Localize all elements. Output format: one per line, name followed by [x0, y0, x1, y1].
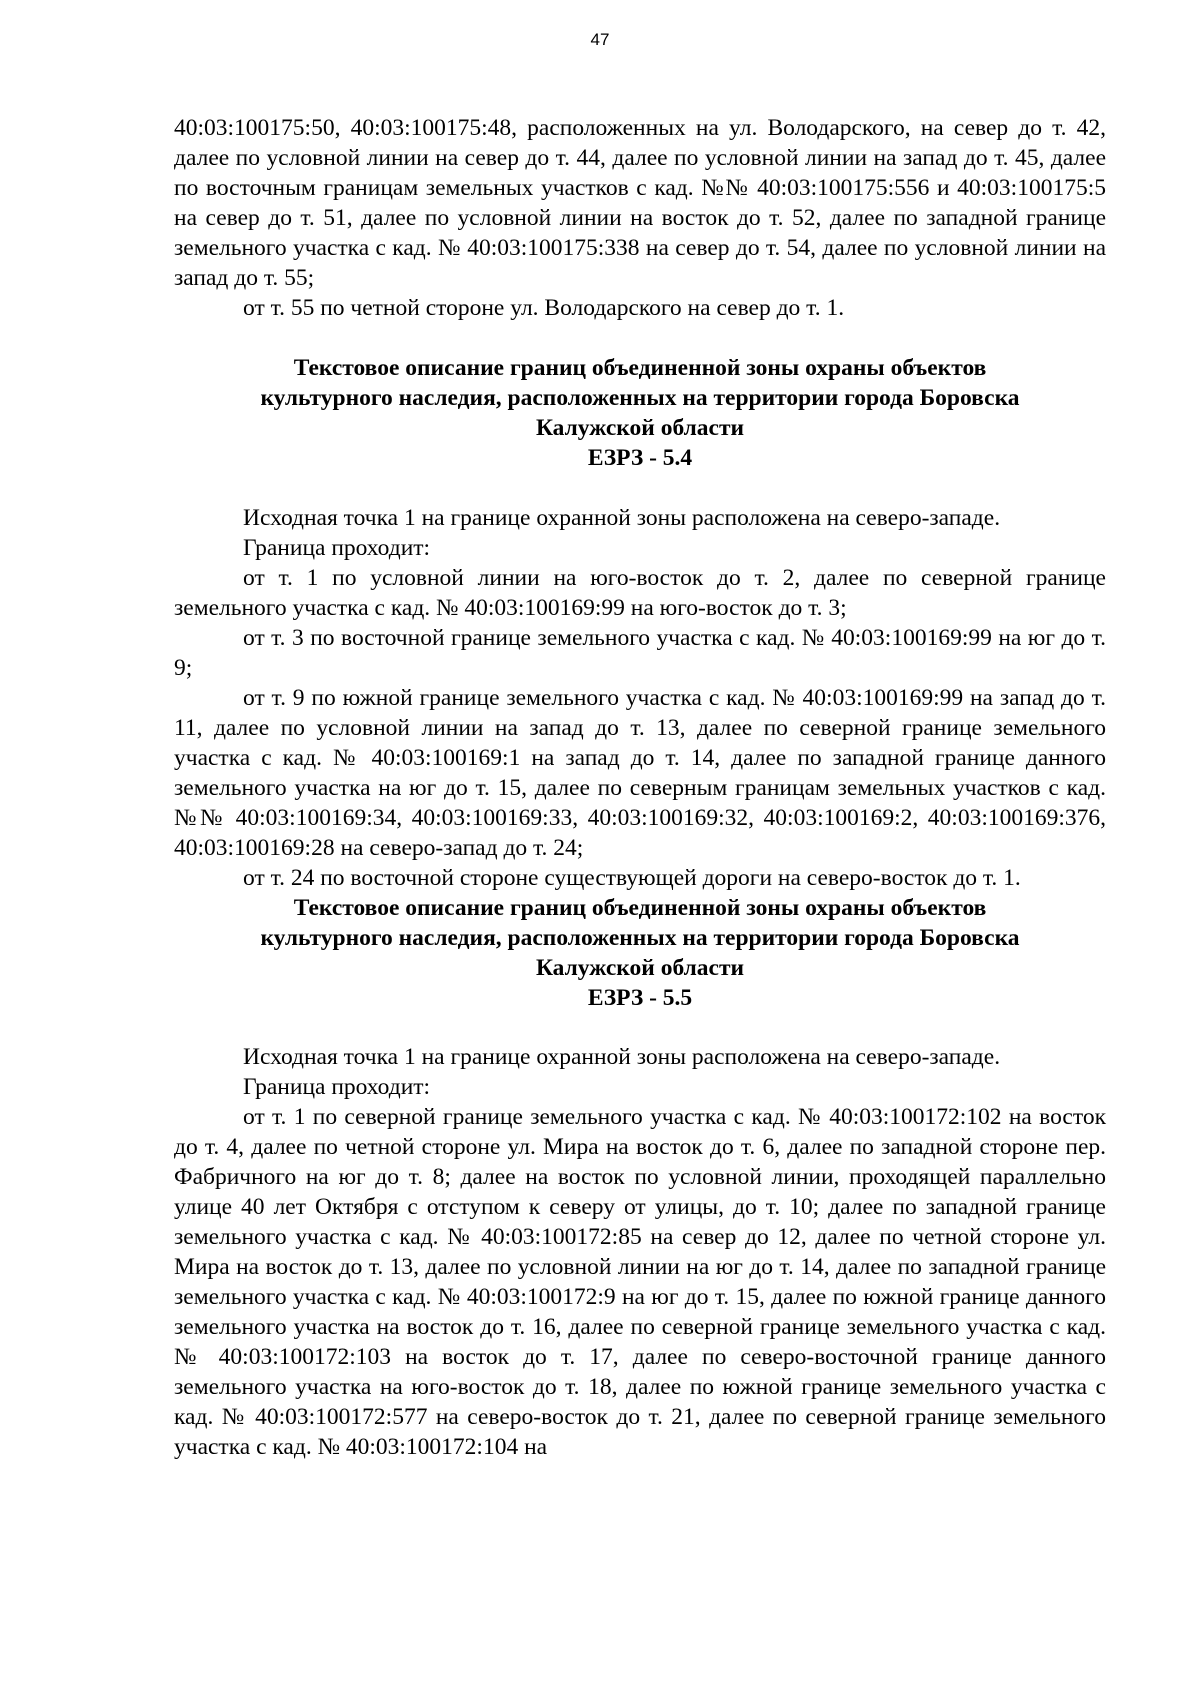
section-heading-5-4: [174, 353, 1106, 473]
page-content: [174, 113, 1106, 1462]
border-paragraph-4: от т. 24 по восточной стороне существующей дороги на северо-восток до т. 1.: [243, 865, 1021, 891]
border-paragraph-1: от т. 1 по условной линии на юго-восток до т. 2, далее по северной границе земельного участка с кад. № 40:03:100169:99 на юго-восток до т. 3;: [174, 565, 1106, 621]
heading-line-3: Калужской области: [535, 955, 745, 981]
zone-code: ЕЗРЗ - 5.4: [587, 445, 693, 471]
start-point-paragraph: Исходная точка 1 на границе охранной зоны расположена на северо-западе.: [243, 505, 1001, 531]
heading-line-2: культурного наследия, расположенных на территории города Боровска: [260, 925, 1020, 951]
spacer: [174, 1013, 1106, 1042]
border-intro: Граница проходит:: [243, 1074, 431, 1100]
spacer: [174, 323, 1106, 353]
section-heading-5-5: [174, 893, 1106, 1013]
heading-line-1: Текстовое описание границ объединенной зоны охраны объектов: [293, 895, 987, 921]
intro-end-paragraph: от т. 55 по четной стороне ул. Володарского на север до т. 1.: [243, 295, 845, 321]
heading-line-3: Калужской области: [535, 415, 745, 441]
start-point-paragraph: Исходная точка 1 на границе охранной зоны расположена на северо-западе.: [243, 1044, 1001, 1070]
border-paragraph-3: от т. 9 по южной границе земельного участка с кад. № 40:03:100169:99 на запад до т. 11, далее по условной линии на запад до т. 13, далее по северной границе земельного участка с кад. № 40:03:100169:1 на запад до т. 14, далее по западной границе данного земельного участка на юг до т. 15, далее по северным границам земельных участков с кад. №№ 40:03:100169:34, 40:03:100169:33, 40:03:100169:32, 40:03:100169:2, 40:03:100169:376, 40:03:100169:28 на северо-запад до т. 24;: [174, 685, 1106, 861]
heading-line-1: Текстовое описание границ объединенной зоны охраны объектов: [293, 355, 987, 381]
page-number: 47: [590, 30, 610, 49]
intro-paragraph: 40:03:100175:50, 40:03:100175:48, расположенных на ул. Володарского, на север до т. 42, далее по условной линии на север до т. 44, далее по условной линии на запад до т. 45, далее по восточным границам земельных участков с кад. №№ 40:03:100175:556 и 40:03:100175:5 на север до т. 51, далее по условной линии на восток до т. 52, далее по западной границе земельного участка с кад. № 40:03:100175:338 на север до т. 54, далее по условной линии на запад до т. 55;: [174, 115, 1106, 291]
zone-code: ЕЗРЗ - 5.5: [587, 985, 693, 1011]
border-intro: Граница проходит:: [243, 535, 431, 561]
heading-line-2: культурного наследия, расположенных на территории города Боровска: [260, 385, 1020, 411]
spacer: [174, 473, 1106, 503]
border-paragraph-1: от т. 1 по северной границе земельного участка с кад. № 40:03:100172:102 на восток до т. 4, далее по четной стороне ул. Мира на восток до т. 6, далее по западной стороне пер. Фабричного на юг до т. 8; далее на восток по условной линии, проходящей параллельно улице 40 лет Октября с отступом к северу от улицы, до т. 10; далее по западной границе земельного участка с кад. № 40:03:100172:85 на север до 12, далее по четной стороне ул. Мира на восток до т. 13, далее по условной линии на юг до т. 14, далее по западной границе земельного участка с кад. № 40:03:100172:9 на юг до т. 15, далее по южной границе данного земельного участка на восток до т. 16, далее по северной границе земельного участка с кад. № 40:03:100172:103 на восток до т. 17, далее по северо-восточной границе данного земельного участка на юго-восток до т. 18, далее по южной границе земельного участка с кад. № 40:03:100172:577 на северо-восток до т. 21, далее по северной границе земельного участка с кад. № 40:03:100172:104 на: [174, 1104, 1106, 1460]
border-paragraph-2: от т. 3 по восточной границе земельного участка с кад. № 40:03:100169:99 на юг до т. 9;: [174, 625, 1106, 681]
